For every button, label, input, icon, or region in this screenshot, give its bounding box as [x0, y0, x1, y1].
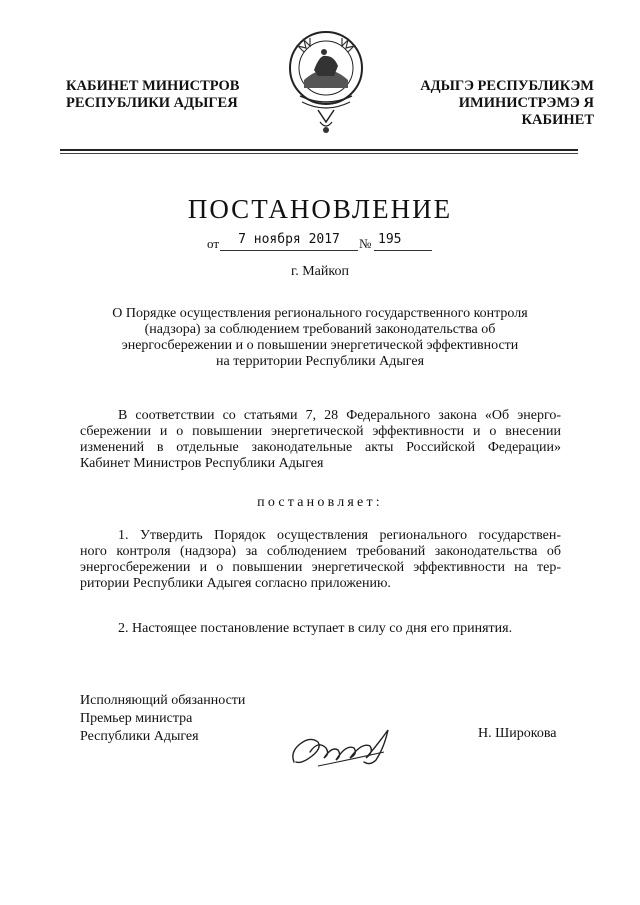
paragraph-line: 2. Настоящее постановление вступает в силу со дня его принятия. [118, 621, 513, 636]
issuer-right [384, 78, 594, 129]
subject-line: энергосбережении и о повышении энергетической эффективности [121, 338, 519, 353]
document-subject [80, 306, 560, 370]
subject-line: (надзора) за соблюдением требований законодательства об [144, 322, 496, 337]
decree-word: постановляет: [257, 495, 383, 510]
date-prefix: от [207, 236, 220, 251]
paragraph-line: изменений в отдельные законодательные акты Российской Федерации» [80, 440, 561, 455]
document-title: ПОСТАНОВЛЕНИЕ [187, 194, 453, 224]
paragraph-line: 1. Утвердить Порядок осуществления регионального государствен- [118, 528, 561, 543]
signatory-title-line: Республики Адыгея [80, 729, 199, 744]
number-prefix: № [359, 236, 372, 251]
city: г. Майкоп [291, 264, 349, 279]
paragraph-line: Кабинет Министров Республики Адыгея [80, 456, 324, 471]
paragraph-line: В соответствии со статьями 7, 28 Федерального закона «Об энерго- [118, 408, 561, 423]
signatory-title-line: Премьер министра [80, 711, 193, 726]
issuer-left [66, 78, 256, 112]
issuer-left-line-1: КАБИНЕТ МИНИСТРОВ [66, 78, 240, 94]
preamble-paragraph [80, 408, 561, 472]
handwritten-signature [288, 722, 398, 772]
issuer-right-line-2: ИМИНИСТРЭМЭ Я КАБИНЕТ [458, 95, 594, 128]
paragraph-line: сбережении и о повышении энергетической эффективности и о внесении [80, 424, 561, 439]
issuer-right-line-1: АДЫГЭ РЕСПУБЛИКЭМ [420, 78, 594, 94]
signatory-name: Н. Широкова [478, 726, 557, 741]
item-1-paragraph [80, 528, 561, 592]
header-divider-thin [60, 153, 578, 154]
document-number: 195 [374, 230, 432, 251]
header-divider-thick [60, 149, 578, 151]
signatory-title [80, 692, 245, 746]
item-2-paragraph [80, 621, 561, 637]
paragraph-line: энергосбережении и о повышении энергетической эффективности на тер- [80, 560, 561, 575]
issuer-left-line-2: РЕСПУБЛИКИ АДЫГЕЯ [66, 95, 238, 111]
paragraph-line: ного контроля (надзора) за соблюдением требований законодательства об [80, 544, 561, 559]
paragraph-line: ритории Республики Адыгея согласно приложению. [80, 576, 391, 591]
subject-line: на территории Республики Адыгея [215, 354, 425, 369]
signatory-title-line: Исполняющий обязанности [80, 693, 246, 708]
republic-of-adygea-coat-of-arms-icon [280, 26, 372, 138]
subject-line: О Порядке осуществления регионального государственного контроля [112, 306, 528, 321]
document-date: 7 ноября 2017 [220, 230, 358, 251]
